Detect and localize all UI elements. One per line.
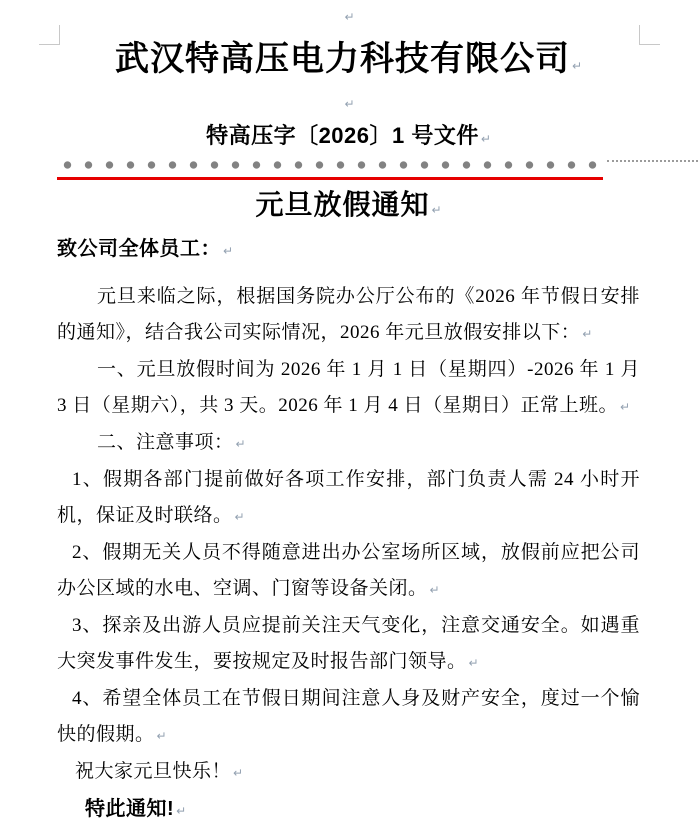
- dotted-separator: [57, 160, 603, 170]
- notice-body: [57, 231, 640, 829]
- salutation: [57, 231, 640, 269]
- pilcrow-mark: ↵: [468, 656, 479, 670]
- paragraph-note-3: [57, 608, 640, 681]
- crop-mark-top-right-horizontal: [639, 44, 660, 45]
- salutation-text: 致公司全体员工：: [57, 238, 221, 260]
- document-number-text: 特高压字〔2026〕1 号文件: [206, 123, 479, 148]
- pilcrow-mark: ↵: [156, 729, 167, 743]
- empty-paragraph: [57, 0, 640, 34]
- pilcrow-mark: ↵: [620, 400, 631, 414]
- pilcrow-mark: ↵: [429, 583, 440, 597]
- paragraph-text: 4、希望全体员工在节假日期间注意人身及财产安全，度过一个愉快的假期。: [57, 688, 640, 745]
- paragraph-note-2: [57, 535, 640, 608]
- paragraph-notes-heading: [57, 425, 640, 462]
- final-notice-text: 特此通知!: [85, 798, 175, 820]
- company-title: [57, 34, 640, 91]
- paragraph-text: 二、注意事项：: [97, 432, 234, 453]
- pilcrow-mark: ↵: [234, 510, 245, 524]
- pilcrow-mark: ↵: [480, 132, 491, 146]
- pilcrow-mark: ↵: [233, 766, 244, 780]
- paragraph-holiday-dates: [57, 352, 640, 425]
- empty-paragraph: [57, 91, 640, 117]
- pilcrow-mark: ↵: [582, 327, 593, 341]
- paragraph-text: 一、元旦放假时间为 2026 年 1 月 1 日（星期四）-2026 年 1 月 3 日（星期六），共 3 天。2026 年 1 月 4 日（星期日）正常上班。: [57, 359, 640, 416]
- closing-wish: [57, 754, 640, 791]
- pilcrow-mark: ↵: [344, 97, 355, 111]
- closing-wish-text: 祝大家元旦快乐！: [75, 761, 232, 782]
- paragraph-note-4: [57, 681, 640, 754]
- company-title-text: 武汉特高压电力科技有限公司: [114, 40, 570, 78]
- pilcrow-mark: ↵: [176, 804, 187, 818]
- document-content: [57, 0, 640, 829]
- paragraph-text: 3、探亲及出游人员应提前关注天气变化，注意交通安全。如遇重大突发事件发生，要按规定及时报告部门领导。: [57, 615, 640, 672]
- final-notice: [57, 791, 640, 829]
- paragraph-note-1: [57, 462, 640, 535]
- notice-title-text: 元旦放假通知: [255, 189, 430, 220]
- paragraph-text: 2、假期无关人员不得随意进出办公室场所区域，放假前应把公司办公区域的水电、空调、门窗等设备关闭。: [57, 542, 640, 599]
- pilcrow-mark: ↵: [344, 10, 355, 24]
- notice-title: [57, 184, 640, 231]
- paragraph-intro: [57, 279, 640, 352]
- document-number: [57, 117, 640, 158]
- paragraph-text: 1、假期各部门提前做好各项工作安排，部门负责人需 24 小时开机，保证及时联络。: [57, 469, 640, 526]
- red-rule-line: [57, 177, 603, 180]
- pilcrow-mark: ↵: [223, 244, 234, 258]
- pilcrow-mark: ↵: [235, 437, 246, 451]
- pilcrow-mark: ↵: [571, 59, 583, 73]
- paragraph-text: 元旦来临之际，根据国务院办公厅公布的《2026 年节假日安排的通知》，结合我公司实际情况，2026 年元旦放假安排以下：: [57, 286, 640, 343]
- pilcrow-mark: ↵: [431, 203, 442, 217]
